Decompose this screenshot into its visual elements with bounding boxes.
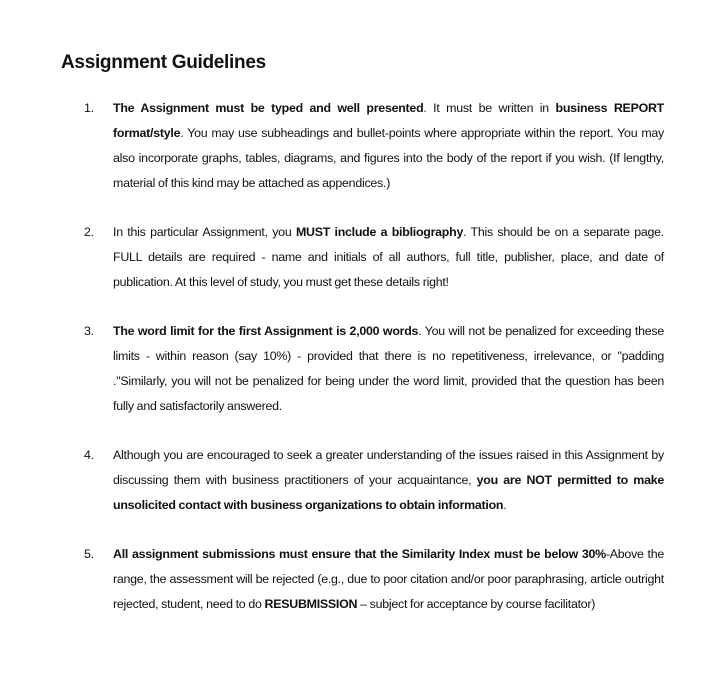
- guideline-item-2: [84, 220, 664, 295]
- text-segment: Although you are encouraged to seek a greater understanding of the issues raised in this Assignment by discussing them with business practitioners of your acquaintance,: [113, 448, 664, 487]
- text-segment: .: [503, 498, 507, 512]
- guideline-text: [113, 443, 664, 518]
- page-title: Assignment Guidelines: [61, 52, 266, 73]
- text-segment: business REPORT format/style: [113, 101, 664, 140]
- guideline-number: 2.: [84, 225, 94, 239]
- text-segment: . This should be on a separate page. FULL details are required - name and initials of all authors, full title, publisher, place, and date of publication. At this level of study, you must get these details right!: [113, 225, 665, 289]
- guideline-item-3: [84, 319, 664, 419]
- text-segment: . You will not be penalized for exceeding these limits - within reason (say 10%) - provided that there is no repetitiveness, irrelevance, or "padding ."Similarly, you will not be penalized for being under the word limit, provided that the question has been fully and satisfactorily answered.: [113, 324, 664, 413]
- guideline-item-5: [84, 542, 664, 617]
- guideline-text: [113, 96, 664, 196]
- guideline-number: 1.: [84, 101, 94, 115]
- text-segment: . You may use subheadings and bullet-points where appropriate within the report. You may also incorporate graphs, tables, diagrams, and figures into the body of the report if you wish. (If lengthy, material of this kind may be attached as appendices.): [113, 126, 664, 190]
- guideline-text: [113, 542, 664, 617]
- text-segment: RESUBMISSION: [264, 597, 358, 611]
- text-segment: . It must be written in: [423, 101, 556, 115]
- text-segment: you are NOT permitted to make unsolicited contact with business organizations to obtain information: [113, 473, 664, 512]
- guideline-item-4: [84, 443, 664, 518]
- text-segment: -Above the range, the assessment will be rejected (e.g., due to poor citation and/or poor paraphrasing, article outright rejected, student, need to do: [113, 547, 664, 611]
- guideline-number: 4.: [84, 448, 94, 462]
- text-segment: MUST include a bibliography: [295, 225, 464, 239]
- text-segment: – subject for acceptance by course facilitator): [357, 597, 596, 611]
- text-segment: All assignment submissions must ensure that the Similarity Index must be below 30%: [113, 547, 606, 561]
- guidelines-list: [84, 96, 664, 617]
- guideline-number: 3.: [84, 324, 94, 338]
- guideline-number: 5.: [84, 547, 94, 561]
- text-segment: In this particular Assignment, you: [113, 225, 296, 239]
- text-segment: The word limit for the first Assignment is 2,000 words: [113, 324, 419, 338]
- guideline-text: [113, 319, 664, 419]
- guideline-text: [113, 220, 664, 295]
- text-segment: The Assignment must be typed and well presented: [113, 101, 424, 115]
- guideline-item-1: [84, 96, 664, 196]
